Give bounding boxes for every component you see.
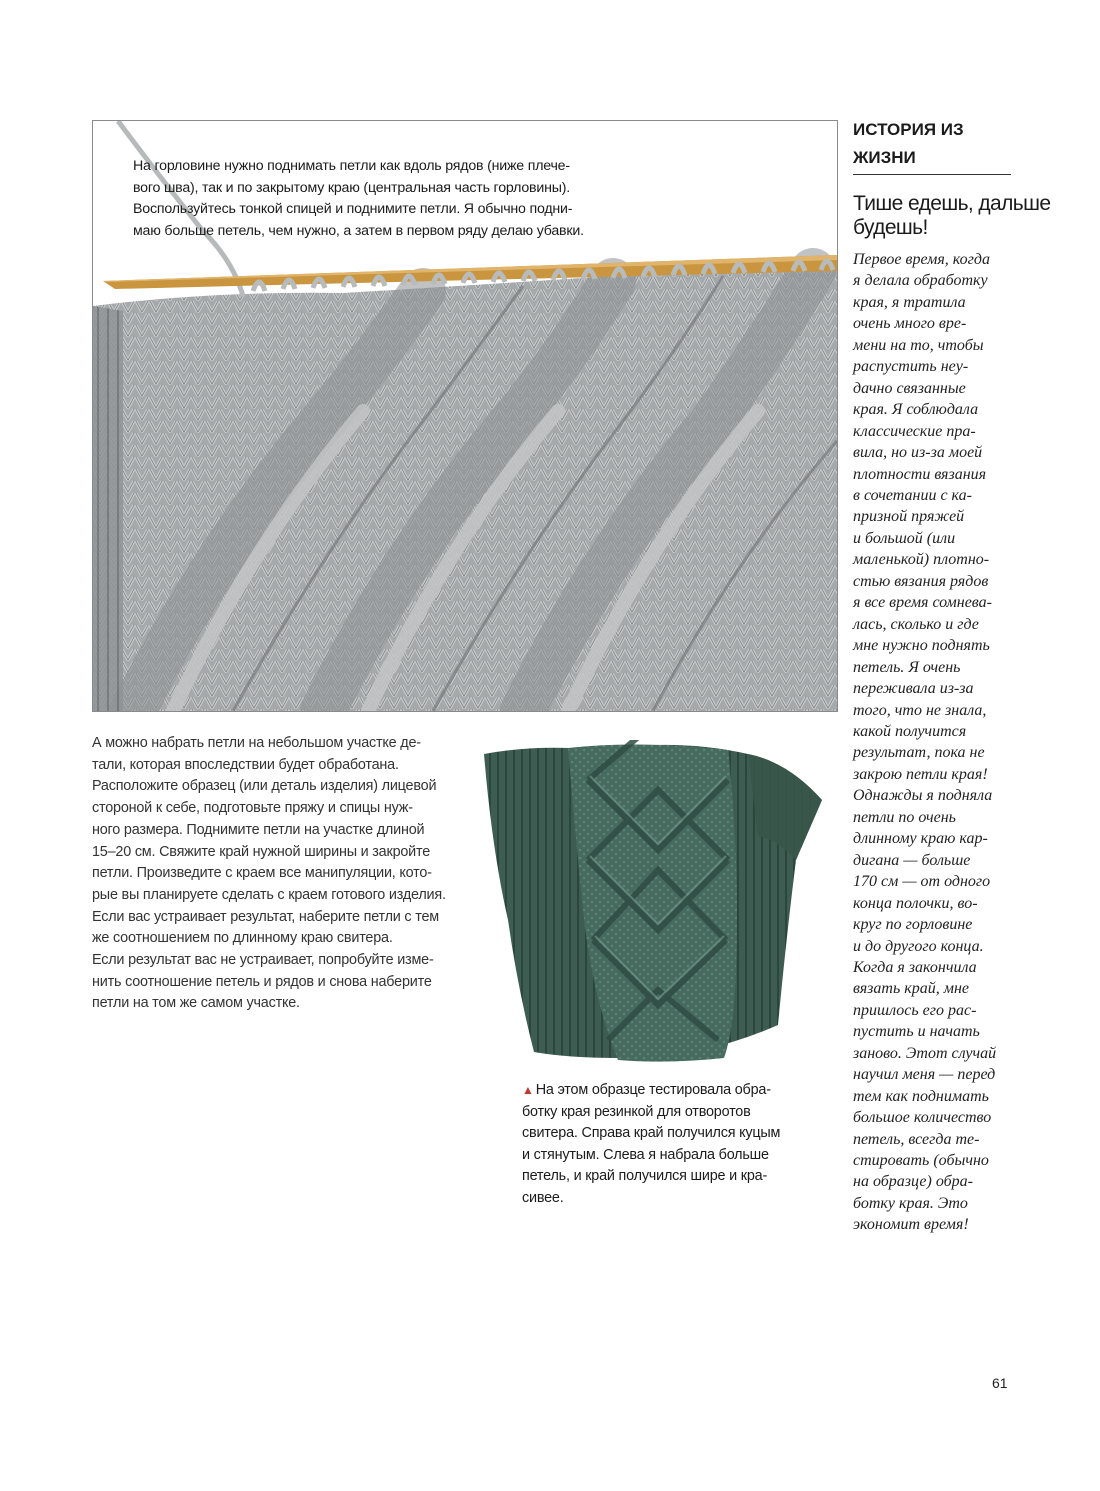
story-line: петель, всегда те- — [853, 1130, 980, 1148]
story-line: петель. Я очень — [853, 658, 961, 676]
body-line: Расположите образец (или деталь изделия) лицевой — [92, 778, 437, 795]
story-line: того, что не знала, — [853, 701, 987, 719]
story-line: распустить неу- — [853, 358, 969, 376]
photo-caption-line: На горловине нужно поднимать петли как вдоль рядов (ниже плече- — [133, 158, 570, 174]
body-line: нить соотношение петель и рядов и снова наберите — [92, 973, 432, 990]
story-line: классические пра- — [853, 422, 976, 440]
story-line: пришлось его рас- — [853, 1001, 977, 1019]
sidebar-story — [853, 249, 1023, 1236]
story-line: лась, сколько и где — [853, 615, 979, 633]
story-line: Первое время, когда — [853, 251, 990, 268]
swatch-caption-line: петель, и край получился шире и кра- — [522, 1168, 768, 1185]
sidebar-heading-line: ИСТОРИЯ ИЗ — [853, 120, 964, 139]
body-line: Если результат вас не устраивает, попробуйте изме- — [92, 952, 434, 969]
story-line: края. Я соблюдала — [853, 401, 979, 419]
swatch-caption-line: ботку края резинкой для отворотов — [522, 1103, 751, 1120]
story-line: результат, пока не — [853, 744, 985, 762]
story-line: мени на то, чтобы — [853, 336, 984, 354]
body-line: петли. Произведите с краем все манипуляции, кото- — [92, 865, 432, 882]
story-line: тем как поднимать — [853, 1087, 989, 1105]
story-line: Однажды я подняла — [853, 787, 993, 805]
story-line: заново. Этот случай — [853, 1044, 997, 1062]
sidebar-subtitle-line: Тише едешь, дальше — [853, 192, 1051, 215]
story-line: на образце) обра- — [853, 1173, 974, 1191]
photo-caption-line: вого шва), так и по закрытому краю (центральная часть горловины). — [133, 179, 570, 196]
body-line: Если вас устраивает результат, наберите петли с тем — [92, 908, 439, 925]
story-line: стью вязания рядов — [853, 572, 989, 590]
swatch-caption-line — [522, 1080, 812, 1102]
sidebar-subtitle — [853, 192, 1051, 240]
story-line: дигана — больше — [853, 851, 971, 869]
story-line: какой получится — [853, 722, 967, 740]
story-line: вязать край, мне — [853, 980, 969, 998]
story-line: края, я тратила — [853, 293, 966, 311]
swatch-caption-line: и стянутым. Слева я набрала больше — [522, 1146, 769, 1163]
page-number: 61 — [992, 1375, 1008, 1391]
story-line: научил меня — перед — [853, 1066, 996, 1084]
body-paragraph — [92, 733, 460, 1015]
body-line: петли на том же самом участке. — [92, 995, 300, 1012]
story-line: ботку края. Это — [853, 1194, 968, 1212]
swatch-caption-line: сивее. — [522, 1189, 564, 1206]
story-line: и до другого конца. — [853, 937, 984, 955]
story-line: и большой (или — [853, 529, 956, 547]
story-line: длинному краю кар- — [853, 830, 988, 848]
story-line: конца полочки, во- — [853, 894, 978, 912]
story-line: призной пряжей — [853, 508, 965, 526]
swatch-caption-line: свитера. Справа край получился куцым — [522, 1125, 781, 1142]
story-line: я все время сомнева- — [853, 594, 992, 612]
swatch-caption-text: На этом образце тестировала обра- — [535, 1082, 771, 1098]
story-line: круг по горловине — [853, 916, 973, 934]
story-line: дачно связанные — [853, 379, 966, 397]
body-line: же соотношением по длинному краю свитера. — [92, 930, 393, 947]
body-line: А можно набрать петли на небольшом участке де- — [92, 735, 421, 751]
story-line: плотности вязания — [853, 465, 987, 483]
body-line: стороной к себе, подготовьте пряжу и спицы нуж- — [92, 800, 413, 817]
sidebar-heading — [853, 116, 1011, 175]
story-line: маленькой) плотно- — [853, 551, 990, 569]
sidebar-heading-line: ЖИЗНИ — [853, 148, 916, 167]
story-line: 170 см — от одного — [853, 873, 991, 891]
story-line: закрою петли края! — [853, 765, 988, 783]
body-line: тали, которая впоследствии будет обработана. — [92, 756, 399, 773]
story-line: переживала из-за — [853, 680, 974, 698]
story-line: Когда я закончила — [853, 958, 977, 976]
story-line: я делала обработку — [853, 272, 988, 290]
story-line: пустить и начать — [853, 1023, 980, 1041]
sidebar-subtitle-line: будешь! — [853, 216, 928, 239]
triangle-marker-icon: ▲ — [522, 1083, 534, 1097]
story-line: очень много вре- — [853, 315, 967, 333]
story-line: мне нужно поднять — [853, 637, 990, 655]
story-line: большое количество — [853, 1109, 992, 1127]
story-line: вила, но из-за моей — [853, 444, 983, 462]
body-line: рые вы планируете сделать с краем готового изделия. — [92, 886, 446, 903]
story-line: в сочетании с ка- — [853, 486, 972, 504]
swatch-caption — [522, 1080, 812, 1210]
story-line: петли по очень — [853, 808, 956, 826]
green-swatch-illustration — [478, 740, 828, 1070]
green-swatch-photo — [478, 740, 828, 1070]
photo-caption-line: Воспользуйтесь тонкой спицей и поднимите петли. Я обычно подни- — [133, 201, 573, 218]
story-line: стировать (обычно — [853, 1152, 989, 1170]
photo-caption-line: маю больше петель, чем нужно, а затем в первом ряду делаю убавки. — [133, 222, 584, 239]
body-line: ного размера. Поднимите петли на участке длиной — [92, 821, 425, 838]
photo-caption — [133, 156, 733, 242]
body-line: 15–20 см. Свяжите край нужной ширины и закройте — [92, 843, 431, 860]
story-line: экономит время! — [853, 1216, 969, 1234]
